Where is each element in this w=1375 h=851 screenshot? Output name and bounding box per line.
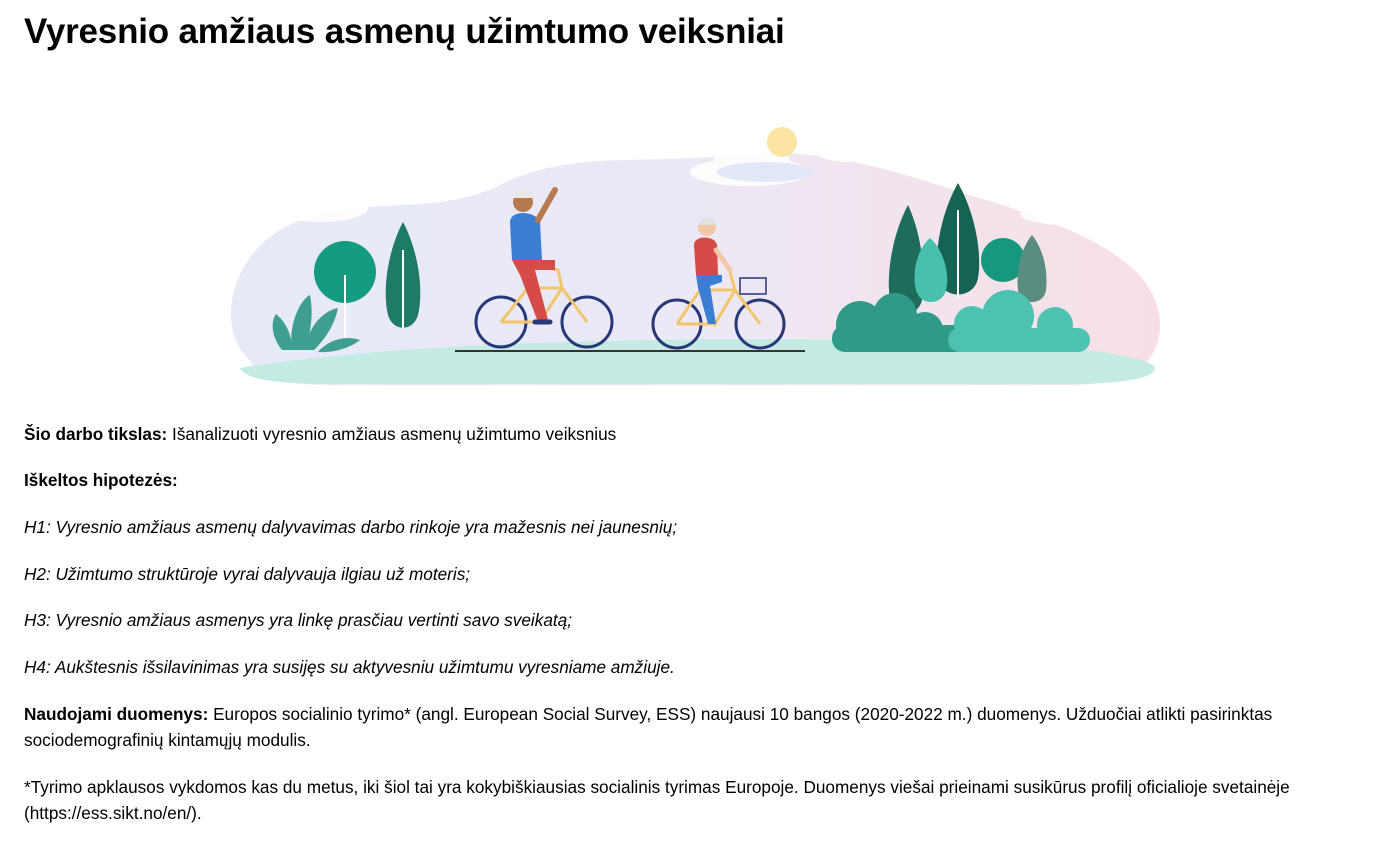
goal-text: Išanalizuoti vyresnio amžiaus asmenų užimtumo veiksnius (167, 424, 617, 444)
hypothesis-item: H3: Vyresnio amžiaus asmenys yra linkę prasčiau vertinti savo sveikatą; (24, 610, 573, 630)
hypotheses-heading: Iškeltos hipotezės: (24, 470, 178, 490)
goal-paragraph (24, 421, 616, 447)
data-label: Naudojami duomenys: (24, 704, 209, 724)
page-title: Vyresnio amžiaus asmenų užimtumo veiksniai (24, 12, 785, 51)
hypothesis-item: H1: Vyresnio amžiaus asmenų dalyvavimas darbo rinkoje yra mažesnis nei jaunesnių; (24, 517, 678, 537)
data-paragraph (24, 701, 1344, 753)
hypothesis-item: H4: Aukštesnis išsilavinimas yra susijęs su aktyvesniu užimtumu vyresniame amžiuje. (24, 657, 675, 677)
elderly-cyclists-illustration-icon (210, 110, 1180, 395)
data-text: Europos socialinio tyrimo* (angl. European Social Survey, ESS) naujausi 10 bangos (2020-2022 m.) duomenys. Užduočiai atlikti pasirinktas sociodemografinių kintamųjų modulis. (24, 704, 1273, 750)
hypothesis-item: H2: Užimtumo struktūroje vyrai dalyvauja ilgiau už moteris; (24, 564, 471, 584)
footnote: *Tyrimo apklausos vykdomos kas du metus, iki šiol tai yra kokybiškiausias socialinis tyrimas Europoje. Duomenys viešai prieinami susikūrus profilį oficialioje svetainėje (https://ess.sikt.no/en/). (24, 777, 1290, 823)
goal-label: Šio darbo tikslas: (24, 424, 168, 444)
